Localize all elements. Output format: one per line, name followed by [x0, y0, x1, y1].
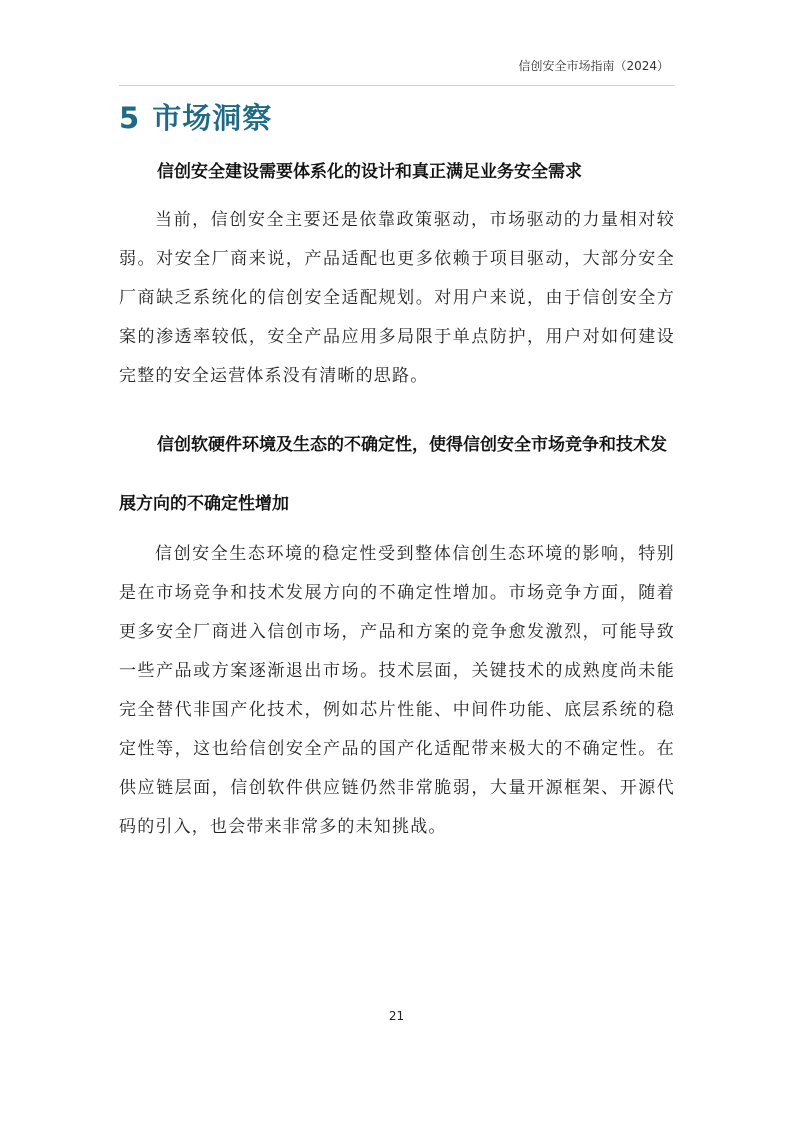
- section-body-2: 信创安全生态环境的稳定性受到整体信创生态环境的影响，特别是在市场竞争和技术发展方向的不确定性增加。市场竞争方面，随着更多安全厂商进入信创市场，产品和方案的竞争愈发激烈，可能导致一些产品或方案逐渐退出市场。技术层面，关键技术的成熟度尚未能完全替代非国产化技术，例如芯片性能、中间件功能、底层系统的稳定性等，这也给信创安全产品的国产化适配带来极大的不确定性。在供应链层面，信创软件供应链仍然非常脆弱，大量开源框架、开源代码的引入，也会带来非常多的未知挑战。: [119, 544, 675, 837]
- section-heading-1: 信创安全建设需要体系化的设计和真正满足业务安全需求: [157, 162, 582, 182]
- running-header: 信创安全市场指南（2024）: [518, 59, 669, 73]
- page-number: 21: [388, 1009, 405, 1023]
- section-heading-2: 信创软硬件环境及生态的不确定性，使得信创安全市场竞争和技术发展方向的不确定性增加: [119, 435, 667, 514]
- header-divider: [119, 85, 675, 86]
- chapter-title-text: 市场洞察: [152, 101, 273, 135]
- chapter-number: 5: [119, 101, 141, 135]
- section-body-1: 当前，信创安全主要还是依靠政策驱动，市场驱动的力量相对较弱。对安全厂商来说，产品适配也更多依赖于项目驱动，大部分安全厂商缺乏系统化的信创安全适配规划。对用户来说，由于信创安全方案的渗透率较低，安全产品应用多局限于单点防护，用户对如何建设完整的安全运营体系没有清晰的思路。: [119, 210, 675, 386]
- chapter-title: [119, 96, 272, 137]
